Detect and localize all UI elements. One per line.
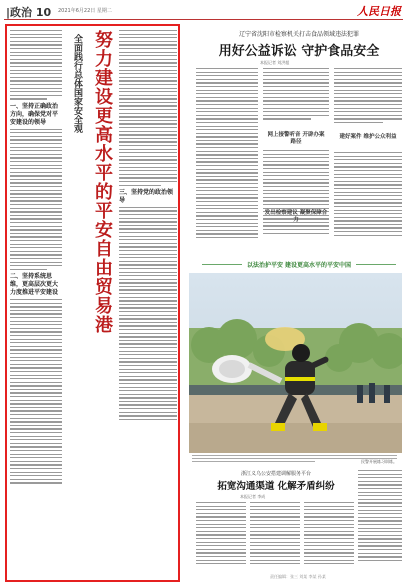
header-rule <box>4 19 403 20</box>
article-column-2 <box>119 30 177 574</box>
banner-title: 以法治护平安 建设更高水平的平安中国 <box>246 262 352 269</box>
caption-text: 民警开展练习训练。 <box>361 459 397 464</box>
article-kicker: 辽宁省沈阳市检察机关打击食品领域违法犯罪 <box>238 31 359 38</box>
article-title[interactable]: 用好公益诉讼 守护食品安全 <box>218 44 380 59</box>
news-photo[interactable] <box>189 273 402 453</box>
photo-caption <box>192 455 397 464</box>
firefighter-training-image <box>189 273 402 453</box>
article-subheadline: 全面践行总体国家安全观 <box>72 34 82 133</box>
bottom-column-4 <box>358 470 402 570</box>
sidebar-heading-1: 网上接警听音 开辟办案路径 <box>267 132 325 145</box>
bottom-column-1 <box>196 502 246 570</box>
bottom-kicker: 浙江义乌公安搭建调解服务平台 <box>240 471 311 477</box>
sidebar-heading-2: 发出检察建议 凝聚保障合力 <box>264 210 328 223</box>
article-byline: 本报记者 刘洪超 <box>260 60 290 65</box>
page-footer: 责任编辑：张三 刘某 李某 孙某 <box>270 574 326 579</box>
section-label: |政治 10 <box>6 6 52 19</box>
article-column-1 <box>10 30 62 574</box>
right-column-1 <box>196 68 258 254</box>
bottom-column-2 <box>250 502 300 570</box>
feature-article[interactable] <box>5 24 180 582</box>
sidebar-heading-3: 建好案件 维护公众利益 <box>339 134 397 140</box>
page-header <box>0 0 407 22</box>
article-headline: 努力建设更高水平的平安自由贸易港 <box>92 30 113 334</box>
bottom-byline: 本报记者 李成 <box>240 494 266 499</box>
newspaper-logo: 人民日报 <box>357 5 401 18</box>
issue-date: 2021年6月22日 星期二 <box>58 8 112 14</box>
section-heading-1: 一、坚持正确政治方向，确保党对平安建设的领导 <box>10 102 59 126</box>
section-heading-2: 二、坚持系统思维，更高层次更大力度推进平安建设 <box>10 273 59 297</box>
section-heading-3: 三、坚持党的政治领导 <box>119 188 174 204</box>
right-column-2 <box>263 68 329 254</box>
bottom-headline[interactable]: 拓宽沟通渠道 化解矛盾纠纷 <box>217 481 335 492</box>
bottom-column-3 <box>304 502 354 570</box>
section-banner <box>196 258 402 270</box>
right-column-3 <box>334 68 402 254</box>
